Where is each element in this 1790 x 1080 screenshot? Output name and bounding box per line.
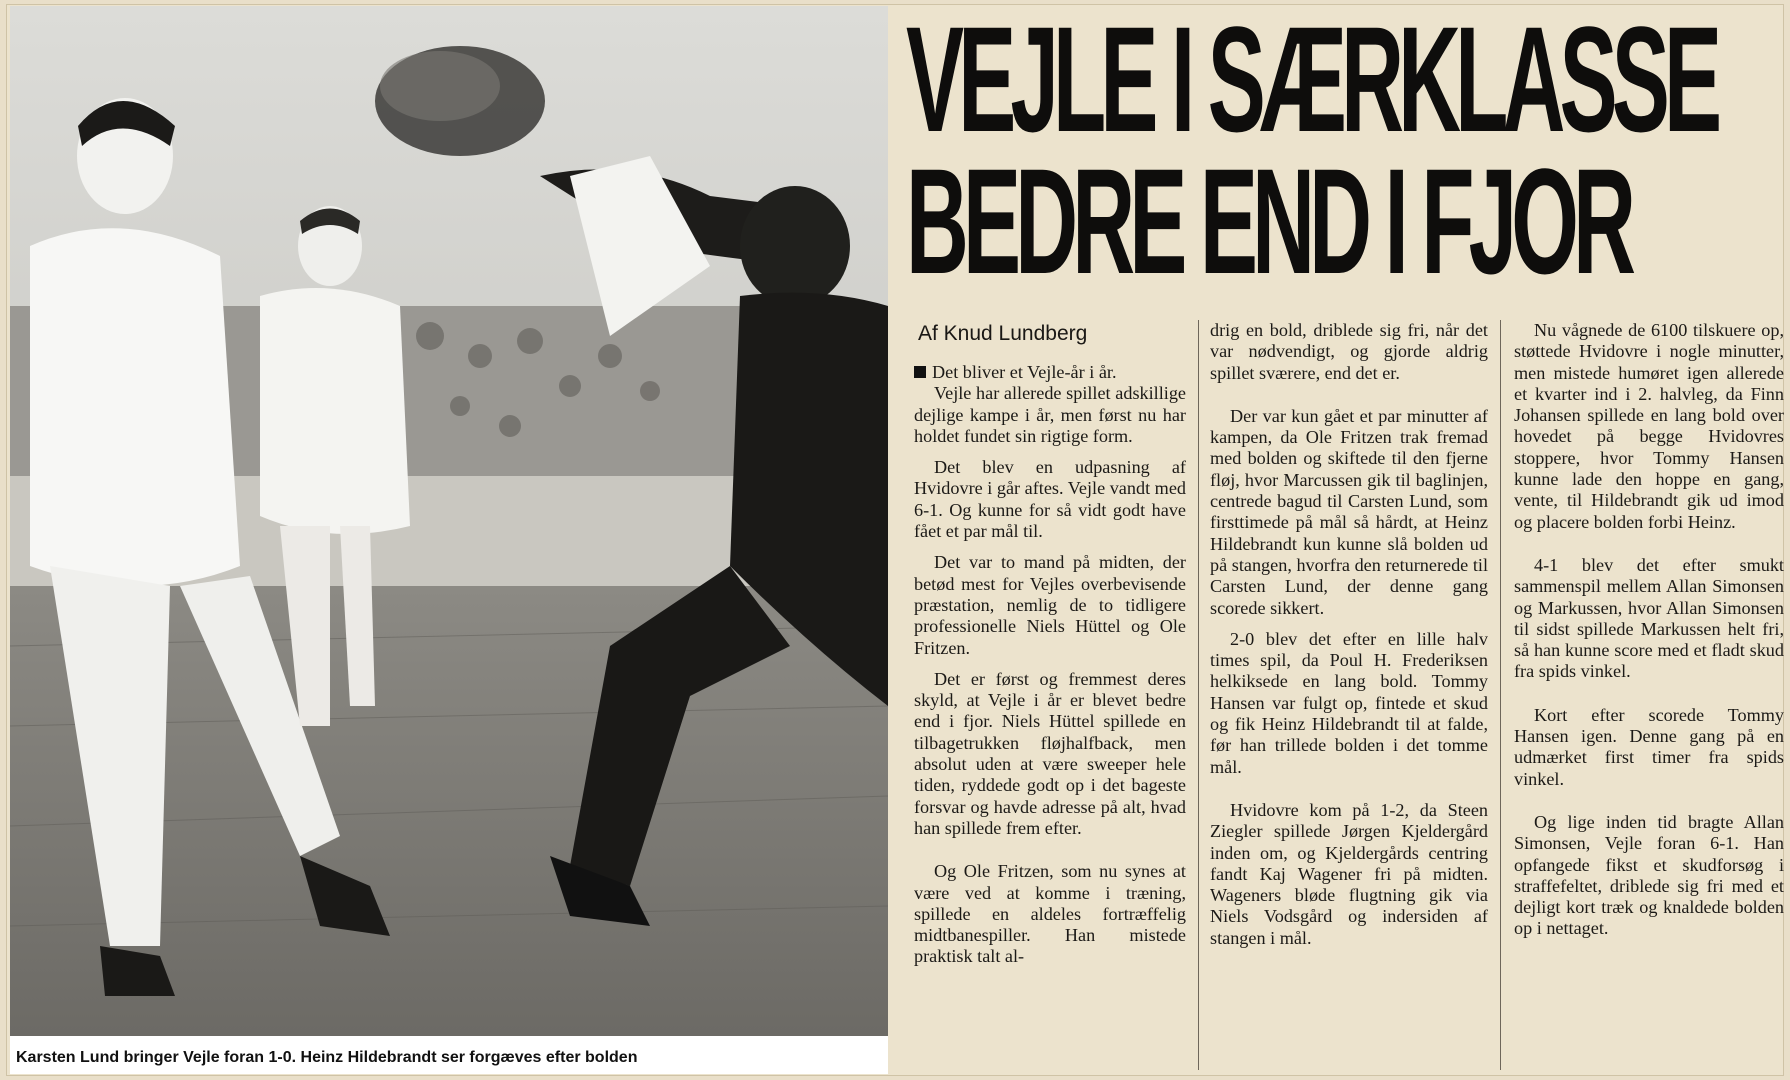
column-divider: [1198, 320, 1199, 1070]
column-divider: [1500, 320, 1501, 1070]
newspaper-clipping: [6, 0, 1784, 1076]
article-column-2: [1210, 320, 1488, 949]
paragraph: drig en bold, driblede sig fri, når det var nødvendigt, og gjorde aldrig spillet sværere, end det er.: [1210, 320, 1488, 383]
paragraph: Det er først og fremmest deres skyld, at Vejle i år er blevet bedre end i fjor. Niels Hüttel spillede en tilbagetrukken fløjhalfback, men absolut uden at være sweeper hele tiden, ryddede godt op i det bageste forsvar og havde adresse på alt, hvad han spillede frem efter.: [914, 668, 1186, 838]
paragraph: Og Ole Fritzen, som nu synes at være ved at komme i træning, spillede en aldeles fortræffelig midtbanespiller. Han mistede praktisk talt al-: [914, 861, 1186, 967]
paragraph-text: Det bliver et Vejle-år i år.: [932, 362, 1117, 382]
paragraph: Det blev en udpasning af Hvidovre i går aftes. Vejle vandt med 6-1. Og kunne for så vidt godt have fået et par mål til.: [914, 457, 1186, 542]
paragraph: Nu vågnede de 6100 tilskuere op, støttede Hvidovre i nogle minutter, men mistede humøret igen allerede et kvarter ind i 2. halvleg, da Finn Johansen spillede en lang bold over hovedet på begge Hvidovres stoppere, hvor Tommy Hansen kunne lade den hoppe en gang, vente, til Hildebrandt gik ud imod og placere bolden forbi Heinz.: [1514, 320, 1784, 532]
paragraph: Kort efter scorede Tommy Hansen igen. Denne gang på en udmærket first timer fra spids vinkel.: [1514, 704, 1784, 789]
byline: Af Knud Lundberg: [918, 322, 1088, 345]
headline: [906, 0, 1786, 305]
article-column-1: [914, 362, 1186, 968]
paragraph: Det var to mand på midten, der betød mest for Vejles overbevisende præstation, nemlig de to tidligere professionelle Niels Hüttel og Ole Fritzen.: [914, 552, 1186, 658]
football-match-photo: [10, 6, 888, 1036]
paragraph: Og lige inden tid bragte Allan Simonsen, Vejle foran 6-1. Han opfangede fikst et skudforsøg i straffefeltet, driblede sig fri med et dejligt kort træk og knaldede bolden op i nettaget.: [1514, 811, 1784, 939]
paragraph: 2-0 blev det efter en lille halv times spil, da Poul H. Frederiksen helkiksede en lang bold. Tommy Hansen var fulgt op, fintede et skud og fik Heinz Hildebrandt til at falde, før han trillede bolden i det tomme mål.: [1210, 628, 1488, 777]
paragraph: [914, 362, 1186, 383]
paragraph: 4-1 blev det efter smukt sammenspil mellem Allan Simonsen og Markussen, hvor Allan Simonsen til sidst spillede Markussen helt fri, så han kunne score med et fladt skud fra spids vinkel.: [1514, 554, 1784, 682]
paragraph: Der var kun gået et par minutter af kampen, da Ole Fritzen trak fremad med bolden og skiftede til den fjerne fløj, hvor Marcussen gik til baglinjen, centrede bagud til Carsten Lund, som firsttimede på mål så hårdt, at Heinz Hildebrandt kun kunne slå bolden ud på stangen, hvorfra den returnerede til Carsten Lund, der denne gang scorede sikkert.: [1210, 405, 1488, 618]
headline-line-1: VEJLE I SÆRKLASSE: [906, 0, 1717, 163]
article-column-3: [1514, 320, 1784, 940]
headline-line-2: BEDRE END I FJOR: [906, 137, 1631, 305]
photo-caption: Karsten Lund bringer Vejle foran 1-0. Heinz Hildebrandt ser forgæves efter bolden: [16, 1049, 638, 1066]
paragraph: Hvidovre kom på 1-2, da Steen Ziegler spillede Jørgen Kjeldergård inden om, og Kjeldergårds centring fandt Kaj Wagener fri på midten. Wageners bløde flugtning gik via Niels Vodsgård og indersiden af stangen i mål.: [1210, 799, 1488, 948]
paragraph: Vejle har allerede spillet adskillige dejlige kampe i år, men først nu har holdet fundet sin rigtige form.: [914, 383, 1186, 446]
bullet-square-icon: [914, 366, 926, 378]
match-photo: [10, 6, 888, 1074]
